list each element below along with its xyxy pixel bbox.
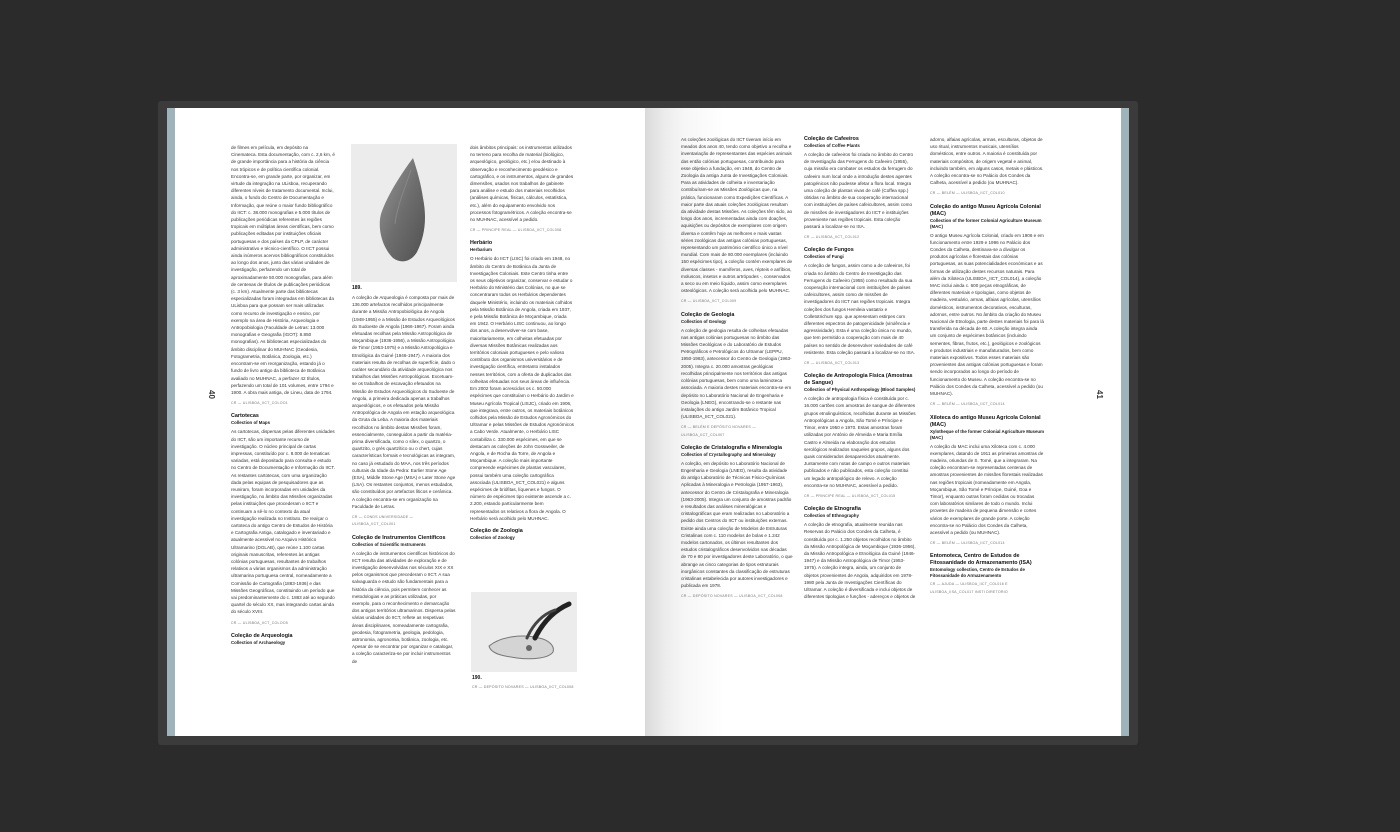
section-subheading: Collection of Maps xyxy=(231,420,271,426)
section-subheading: Collection of Scientific Instruments xyxy=(352,541,426,547)
section-subheading: Collection of Zoology xyxy=(470,534,515,540)
figure-arrowhead xyxy=(351,144,457,282)
credit-line: CR — BELÉM E DEPÓSITO NOVARES — ULISBOA_IICT_COL007 xyxy=(681,425,756,437)
credit-line: CR — CONDS UNIVERSIDADE — ULISBOA_IICT_COL001 xyxy=(352,515,414,527)
right-column-1 xyxy=(681,136,793,607)
body-text: As cartotecas, dispersas pelas diferentes unidades do IICT, são um importante recurso de investigação. O núcleo principal de cartas impressas, constituído por c. 8.000 de tematicas variadas, está depositado para consulta e estudo no Centro de Documentação e Informação do IICT. As restantes cartotecas, com uma organização dada pelas equipas de pesquisadores que as reuniram, foram incorporadas em unidades da investigação, no âmbito das Missões organizadas pelas instituições que procederam o IICT e continuam a sê-lo no contexto da atual investigação realizada no Instituto. De realçar o cartoteca do antigo Centro de Estudos de História e Cartografia Antiga, catalogado e inventariado e atualmente acessível no Arquivo Histórico Ultramarino (DGLAB), que reúne 1.100 cartas originais manuscritas, referentes às antigas colónias portuguesas, resultantes de trabalhos relativos a várias organismos da administração ultramarina portuguesa central, nomeadamente a Comissão de Cartografia (1883-1936) e das Missões Geográficas, constituindo um período que vai predominantemente do c. 1883 até ao segundo quartel do século XX, mas integrando cartas ainda do século XVIII. xyxy=(231,429,335,615)
credit-line: CR — PRINCIPE REAL — ULISBOA_IICT_COL015 xyxy=(804,493,896,498)
section-heading: Entomoteca, Centro de Estudos de Fitossanidade do Armazenamento (ISA) xyxy=(930,553,1032,567)
section-heading: Coleção de Cafeeiros xyxy=(804,136,859,142)
section-heading: Coleção de Arqueologia xyxy=(231,632,293,639)
right-column-3 xyxy=(930,136,1044,602)
section-subheading: Herbarium xyxy=(470,247,492,253)
body-text: A coleção do MAC inclui uma Xiloteca com c. 4.000 exemplares, datando de 1911 as primeiras amostras de madeira, oriundas de S. Tomé, que a integraram. Na coleção encontram-se representadas centenas de amostras provenientes de missões florestais realizadas nas regiões tropicais (nomeadamente em Angola, Moçambique, São Tomé e Príncipe, Guiné, Goa e Timor), enquanto outras foram cedidas ou trocadas com laboratórios similares de todo o mundo. Inclui provetes de madeira de pequena dimensão e cortes vários de exemplares de grande porte. A coleção encontra-se no Palácio dos Condes da Calheta, acessível a pedido (ou MUHNAC). xyxy=(930,443,1044,535)
section-heading: Coleção de Instrumentos Científicos xyxy=(352,534,446,541)
body-text: adorno, alfaias agrícolas, armas, esculturas, objetos de uso ritual, instrumentos musicais, utensílios domésticos, entre outros. A maioria é constituída por materiais compósitos, de origem vegetal e animal, incluindo também, em alguns casos, metais e plásticos. A coleção encontra-se no Palácio dos Condes da Calheta, acessível a pedido (ou MUHNAC). xyxy=(930,137,1044,186)
right-page xyxy=(645,108,1121,736)
left-page xyxy=(175,108,645,736)
credit-line: CR — BELÉM — ULISBOA_IICT_COL010 xyxy=(930,191,1005,196)
arrowhead-stone-icon xyxy=(351,144,457,282)
body-text: A coleção de geologia resulta de colheitas efetuadas nas antigas colónias portuguesas no âmbito das Missões Geológicas e do Laboratório de Estudos Petrográficos e Petrológicos do Ultramar (LEPPU, 1950-1963), antecessor do Centro de Geologia (1963-2005). Integra c. 20.000 amostras geológicas recolhidas principalmente nos territórios das antigas colónias portuguesas, bem como uma laminoteca associada. A maioria destes materiais encontra-se em depósito no Laboratório Nacional de Engenharia e Geologia (LNEG), encontrando-se o restante nas instalações do antigo Jardim Botânico Tropical (ULISBOA_IICT_COL021). xyxy=(681,327,792,420)
page-number-left: 40 xyxy=(206,390,216,399)
body-text: As coleções zoológicas do IICT tiveram início em meados dos anos 40, tendo como objetivo a recolha e inventariação de representantes das espécies animais das então colónias portuguesas, contribuindo para esse objetivo a fundação, em 1948, do Centro de Zoologia da antiga Junta de Investigações Coloniais. Para as atividades de colheita e inventariação contribuíram-se as Missões Zoológicas que, na prática, funcionaram como Expedições Científicas. A maior parte das atuais coleções zoológicas resultam da atividade destas Missões. As coleções têm sido, ao longo dos anos, incrementadas ainda com doações, aquisições ou depósitos de exemplares com origem diversa e contêm hoje as melhores e mais vastas séries zoológicas das antigas colónias portuguesas, representando um património científico único a nível mundial. Com mais de 80.000 exemplares (incluindo 150 espécimes tipo), a coleção contém exemplares de diversas classes - mamíferos, aves, répteis e anfíbios, moluscos, insetos e outros artrópodes -, conservados a seco ou em meio líquido, assim como exemplares osteológicos. A coleção será acolhida pelo MUHNAC. xyxy=(681,137,793,294)
figure-animal-skull xyxy=(471,592,577,672)
body-text: A coleção de instrumentos científicos históricos do IICT resulta das atividades de exploração e de investigação desenvolvidas nos séculos XIX e XX pelos organismos que precederam o IICT. A sua salvaguarda e estudo são fundamentais para a história da ciência, pois permitem conhecer as metodologias e as práticas utilizadas, por exemplo, para o reconhecimento e demarcação dos antigos territórios ultramarinos. Dispersa pelas várias unidades do IICT, reflete as respetivas áreas disciplinares, nomeadamente cartografia, geodesia, fotogrametria, geologia, pedologia, astronomia, agronomia, botânica, zoologia, etc. Apesar de se encontrar por organizar e catalogar, a coleção caracteriza-se por incluir instrumentos de xyxy=(352,550,456,664)
section-heading: Coleção de Fungos xyxy=(804,247,854,254)
body-text: A coleção, em depósito no Laboratório Nacional de Engenharia e Geologia (LNEG), resulta da atividade do antigo Laboratório de Técnicas Físico-Químicas Aplicadas à Mineralogia e Petrologia (1957-1963), antecessor do Centro de Cristalografia e Mineralogia (1963-2005). Integra um conjunto de amostras padrão e resultados das análises mineralógicas e cristalográficas que eram realizadas no Laboratório a pedido dos Centros do IICT ou instituições externas. Existe ainda uma coleção de Modelos de Estruturas Cristalinas com c. 110 modelos de bolas e 1.242 modelos cartonados, os últimos resultantes dos estudos cristalográficos desenvolvidos nas décadas de 70 e 80 por investigadores deste Laboratório, o que abrange as cinco categorias de tipos estruturais inorgânicos constantes da classificação de estruturas cristalinas estabelecida por autores investigadores e publicada em 1978. xyxy=(681,460,793,589)
section-subheading: Collection of Fungi xyxy=(804,254,844,260)
left-column-3 xyxy=(470,144,574,543)
page-edge-right xyxy=(1121,108,1129,736)
section-subheading: Entomology collection, Centro de Estudos de Fitossanidade do Armazenamento xyxy=(930,567,1025,579)
section-subheading: Collection of Archaeology xyxy=(231,639,286,645)
section-subheading: Collection of the former Colonial Agriculture Museum (MAC) xyxy=(930,217,1042,229)
section-subheading: Collection of Crystallography and Mineralogy xyxy=(681,451,776,457)
credit-line: CR — PRINCIPE REAL — ULISBOA_IICT_COL008 xyxy=(470,228,562,233)
section-heading: Coleção de Cristalografia e Mineralogia xyxy=(681,444,782,451)
credit-line: CR — ULISBOA_IICT_COL013 xyxy=(804,361,860,366)
credit-line: CR — ULISBOA_IICT_COL012 xyxy=(804,235,860,240)
section-heading: Coleção de Geologia xyxy=(681,311,735,318)
page-edge-left xyxy=(167,108,175,736)
section-heading: Cartotecas xyxy=(231,413,259,420)
section-subheading: Collection of Geology xyxy=(681,318,727,324)
section-subheading: Collection of Physical Anthropology (Blood Samples) xyxy=(804,387,916,393)
credit-line: CR — ULISBOA_IICT_COL009 xyxy=(681,299,737,304)
body-text: de filmes em película, em depósito na Cinemateca. Esta documentação, com c. 2,6 km, é de grande importância para a história da ciência nos trópicos e de política científica colonial. Encontra-se, em grande parte, por organizar, em virtude da integração na ULisboa, recuperando diferentes níveis de tratamento documental. Inclui, ainda, o fundo do Centro de Documentação e Informação, que reúne o maior fundo bibliográfico do IICT: c. 38.000 monografias e 5.000 títulos de publicações periódicas referentes às regiões tropicais em múltiplas áreas científicas, bem como publicações editadas por instituições oficiais portuguesas e dos países da CPLP, de carácter administrativo e técnico-científico. O IICT possui ainda inúmeros acervos bibliográficos constituídos ao longo dos anos, junto das várias unidades de investigação, perfazendo um total de aproximadamente 50.000 monografias, para além de centenas de títulos de publicações periódicas (c. 3 km). Atualmente parte das bibliotecas especializadas foram integradas em bibliotecas da ULisboa para que possam ser mais utilizadas como recurso de investigação e ensino, por exemplo na área de História, Arqueologia e Antropobiologia (Faculdade de Letras: 13.000 monografias e Geografia (IGOT): 8.850 monografias). As bibliotecas especializadas do âmbito disciplinar do MUHNAC (Geodesia, Fotogrametria, Botânica, Zoologia, etc.) encontram-se em reorganização, estando já o fundo de livro antigo da biblioteca de Botânica avaliado no MUHNAC, a perfazer 42 títulos, perfazendo um total de 101 volumes, entre 1794 e 1900. A obra mais antiga, de Lineu, data de 1794. xyxy=(231,145,335,395)
credit-line: CR — ULISBOA_IICT_COLOO1 xyxy=(231,401,288,406)
section-subheading: Collection of Coffee Plants xyxy=(804,143,860,148)
credit-line: CR — DEPÓSITO NOVARES — ULISBOA_IICT_COL008 xyxy=(681,594,783,599)
section-subheading: Xylotheque of the former Colonial Agriculture Museum (MAC) xyxy=(930,428,1045,440)
body-text: O Herbário do IICT (LISC) foi criado em 1948, no âmbito do Centro de Botânica da Junta de Investigações Coloniais. Este Centro tinha entre os seus objetivos organizar, conservar e estudar o Herbário do Ministério das Colónias, no que se concentraram todos os Herbários dependentes daquele Ministério, incluindo os materiais colhidos pela Missão Botânica de Angola, criada em 1937, e pela Missão Botânica de Moçambique, criada em 1942. O Herbário LISC continuou, ao longo dos anos, a desenvolver-se com base, maioritariamente, em colheitas efetuadas por diversas Missões Botânicas realizadas aos territórios coloniais portugueses e pelo valioso contributo dos organismos universitários e de investigação científica, entretanto instalados nesses territórios, com a oferta de duplicados das colheitas efetuadas nos seus áreas de influência. Em 2002 foram acrescidos os c. 50.000 espécimes que constituíam o Herbário do Jardim e Museu Agrícola Tropical (LISJC), criado em 1906, que integrava, entre outros, os materiais botânicos colhidos pela Missão de Estudos Agronómicos do Ultramar e pelas Missões de Estudos Agronómicos a Cabo Verde. Atualmente, o Herbário LISC contabiliza c. 330.000 espécimes, em que se destacam as coleções de John Gossweiler, de Angola, e de Rocha da Torre, de Angola e Moçambique. A coleção mais importante compreende espécimes de plantas vasculares, possui também uma coleção cartográfica associada (ULISBOA_IICT_COL021) e alguns espécimes de briófitas, líquenes e fungos. O número de espécimes tipo existente ascende a c. 2.200, estando particularmente bem representados os relativos a flora de Angola. O Herbário será acolhido pelo MUHNAC. xyxy=(470,256,574,521)
body-text: A coleção de antropologia física é constituída por c. 16.000 cartões com amostras de sangue de diferentes grupos etnolinguísticos, recolhidas durante as Missões Antropológicas a Angola, São Tomé e Príncipe e Timor, entre 1950 e 1970. Estas amostras foram utilizadas por António de Almeida e Maria Emília Castro e Almeida na elaboração dos estudos serológicos realizados naqueles grupos, alguns dos quais considerados desaparecidos atualmente. Juntamente com notas de campo e outros materiais publicados e não publicados, esta coleção constitui um legado antropológico de relevo. A coleção encontra-se no MUHNAC, acessível a pedido. xyxy=(804,396,916,488)
section-heading: Herbário xyxy=(470,240,493,247)
body-text: A coleção de Arqueologia é composta por mais de 136.000 artefactos recolhidos principalmente durante a Missão Antropobiológica de Angola (1948-1955) e a Missão de Estudos Arqueológicos do Sudoeste de Angola (1966-1967). Foram ainda efetuadas recolhas pela Missão Antropológica de Moçambique (1936-1956), a Missão Antropológica de Timor (1953-1975) e a Missão Antropológica e Etnológica da Guiné (1946-1947). A maioria dos materiais resulta de recolhas de superfície, dado o caráter secundário da atividade arqueológica nos trabalhos das Missões Antropológicas. Excetuam-se os trabalhos de escavação efetuados na Missão de Estudos Arqueológicos do Sudoeste de Angola, a primeira dedicada apenas a trabalhos arqueológicos, e os efetuados pela Missão Antropológica de Angola em estação arqueológica da Gruta da Leba. A maioria dos materiais recolhidos no âmbito destas Missões foram, essencialmente, conseguidos a partir da matéria-prima diversificada, como o sílex, o quartzo, o quartzito, o grés quartzítico ou o chert, cujas características formais e tecnológicas as integram, no caso já estudado do MAA, nos três períodos culturais da Idade da Pedra: Earlier Stone Age (ESA), Middle Stone Age (MSA) e Later Stone Age (LSA). Os restantes conjuntos, menos estudados, são constituídos por artefactos líticos e cerâmica. A coleção encontra-se em organização na Faculdade de Letras. xyxy=(352,295,456,509)
body-text: A coleção de cafeeiros foi criada no âmbito do Centro de Investigação das Ferrugens do Cafeeiro (1955), cuja missão era combater os estudos da ferrugem do cafeeiro num local onde a introdução destes agentes patogénicos não pudesse afetar a flora local. Integra uma coleção de plantas vivas de café (Coffea spp.) obtidas no âmbito de sua cooperação internacional com instituições de países cafeicultores, assim como de missões de investigadores do IICT e instituições proveniente nas regiões tropicais. Esta coleção passará a localizar-se no ISA. xyxy=(804,152,914,230)
page-number-right: 41 xyxy=(1094,390,1104,399)
section-heading: Coleção de Zoologia xyxy=(470,527,523,534)
left-column-1 xyxy=(231,144,335,648)
credit-line: CR — ULISBOA_IICT_COLOO5 xyxy=(231,620,288,625)
right-column-2 xyxy=(804,136,916,604)
section-subheading: Collection of Ethnography xyxy=(804,513,859,519)
body-text: A coleção de etnografia, atualmente reunida nas Reservas do Palácio dos Condes da Calheta, é constituída por c. 1.250 objetos recolhidos no âmbito da Missão Antropológica de Moçambique (1936-1956), da Missão Antropológica e Etnológica da Guiné (1946-1947) e da Missão Antropológica de Timor (1953-1975). A coleção integra, ainda, um conjunto de objetos provenientes de Angola, adquiridos em 1978-1980 pela Junta de Investigações Científicas do Ultramar. A coleção é diversificada e inclui objetos de diferentes tipologias e funções - adereços e objetos de xyxy=(804,522,916,600)
section-heading: Coleção do antigo Museu Agrícola Colonial (MAC) xyxy=(930,203,1041,217)
credit-line: CR — AJUDA — ULISBOA_IICT_COL016 E ULISBOA_IISA_COL017 INSTI DIRETORIO xyxy=(930,582,1008,594)
figure-number: 190. xyxy=(472,675,482,681)
skull-horns-icon xyxy=(471,592,577,672)
figure-number: 189. xyxy=(352,285,362,291)
left-column-2 xyxy=(352,294,456,669)
section-heading: Coleção de Antropologia Física (Amostras de Sangue) xyxy=(804,373,913,387)
credit-line: CR — BELÉM — ULISBOA_IICT_COL014 xyxy=(930,402,1005,407)
book-spread xyxy=(167,108,1129,736)
section-heading: Xiloteca do antigo Museu Agrícola Colonial (MAC) xyxy=(930,414,1041,428)
credit-line: CR — BELÉM — ULISBOA_IICT_COL014 xyxy=(930,541,1005,546)
body-text: A coleção de fungos, assim como a de cafeeiros, foi criada no âmbito do Centro de Investigação das Ferrugens do Cafeeiro (1955) como resultado da sua cooperação internacional com instituições de países cafeicultores, assim como de missões de investigadores do IICT nas regiões tropicais. Integra coleções dos fungos Hemileia vastatrix e Colletotrichum spp. que apresentam estirpes com diferentes espectros de patogenicidade (virulência e agressividade). Esta é uma coleção única no mundo, que tem permitido a cooperação com mais de 40 países no sentido de desenvolver variedades de café resistente. Esta coleção passará a localizar-se no ISA. xyxy=(804,263,916,355)
section-heading: Coleção de Etnografia xyxy=(804,506,861,513)
body-text: O antigo Museu Agrícola Colonial, criado em 1906 e em funcionamento entre 1929 e 1996 no Palácio dos Condes da Calheta, destinava-se a divulgar os produtos agrícolas e florestais das colónias portuguesas, as suas potencialidades económicas e as formas de utilização destes recursos naturais. Para além da Xiloteca (ULISBOA_IICT_COL014), a coleção MAC inclui ainda c. 600 peças etnográficas, de diferentes materiais e tipologias, como objetos de madeira, vestuário, armas, alfaias agrícolas, utensílios domésticos, instrumentos decorativos, esculturas, adornos, entre outros. No âmbito da criação do Museu Nacional de Etnologia, parte destes materiais foi para lá transferida na década de 60. A coleção integra ainda um conjunto de espécimes botânicos (incluindo sementes, fibras, frutos, etc.), geológicos e zoológicos e produtos industriais e manufaturados, bem como materiais expositivos. Todos esses materiais são provenientes das antigas colónias portuguesas e foram sendo incorporados ao longo do período de funcionamento do Museu. A coleção encontra-se no Palácio dos Condes da Calheta, acessível a pedido (ou MUHNAC). xyxy=(930,232,1044,397)
body-text: dois âmbitos principais: os instrumentos utilizados no terreno para recolha de material (biológico, arqueológico, geológico, etc.) e/ou destinado à observação e reconhecimento geodésico e cartográfico, e os instrumentos, alguns de grandes dimensões, usados nos trabalhos de gabinete para análise e estudo dos materiais recolhidos (análises químicas, físicas, cálculos, estatística, etc.), além do equipamento envolvido nos processos fotogramétricos. A coleção encontra-se no MUHNAC, acessível a pedido. xyxy=(470,145,574,223)
figure-credit: CR — DEPÓSITO NOVARES — ULISBOA_IICT_COL008 xyxy=(472,685,574,689)
